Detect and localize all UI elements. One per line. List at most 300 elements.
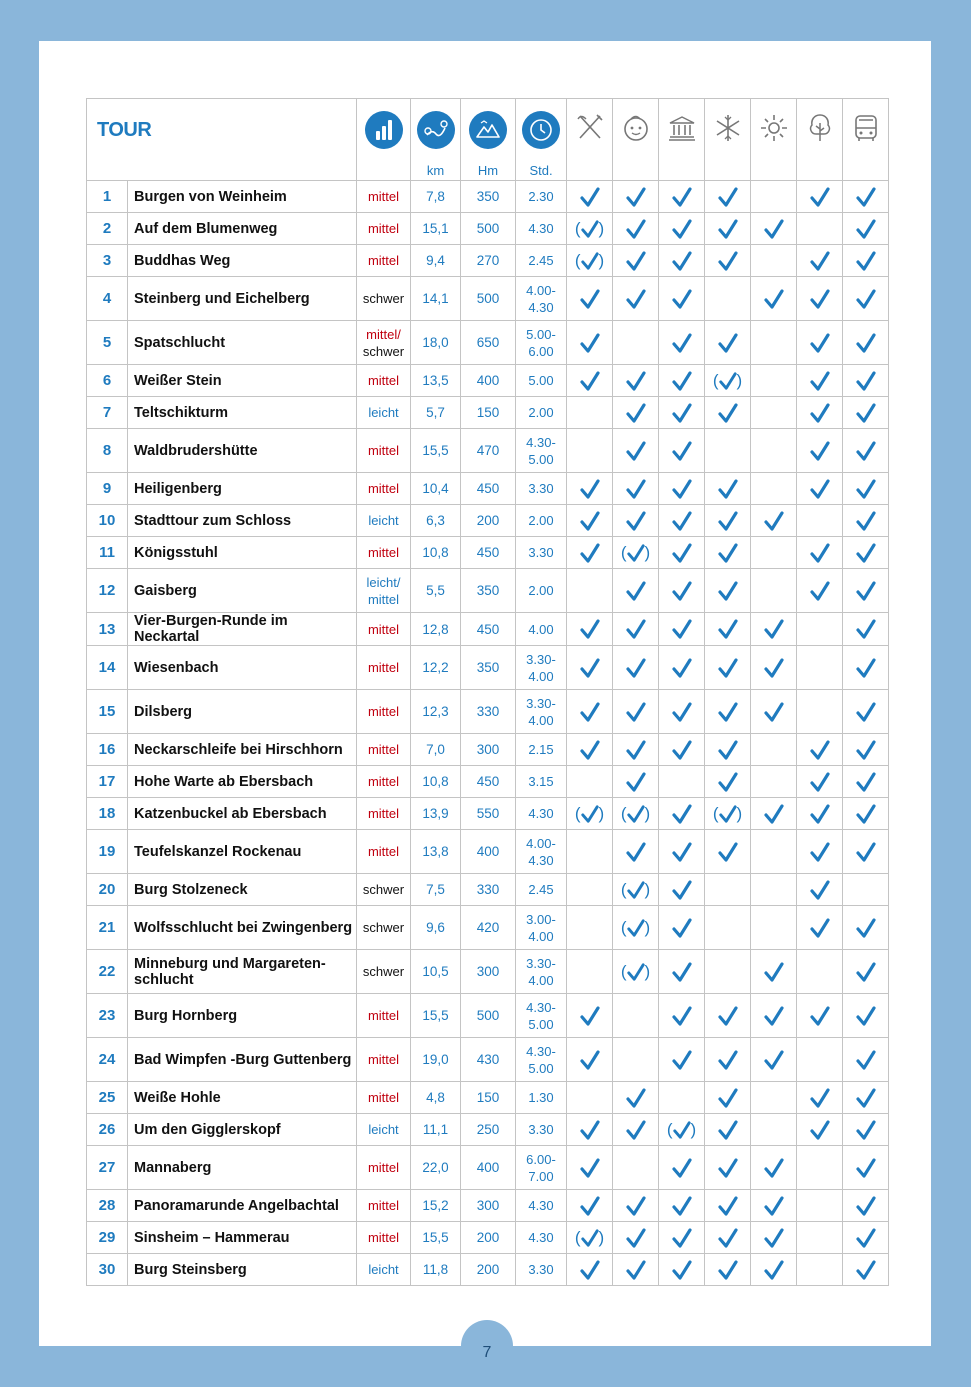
tour-name: Stadttour zum Schloss bbox=[128, 505, 357, 537]
culture-cell bbox=[659, 321, 705, 365]
check-icon bbox=[856, 543, 876, 563]
check-icon bbox=[580, 333, 600, 353]
check-icon bbox=[810, 804, 830, 824]
tour-name bbox=[128, 950, 357, 994]
food-cell bbox=[567, 906, 613, 950]
check-icon bbox=[856, 403, 876, 423]
difficulty-label: mittel bbox=[367, 1008, 400, 1023]
summer-cell bbox=[751, 365, 797, 397]
difficulty-label: mittel bbox=[367, 660, 400, 675]
check-icon bbox=[672, 543, 692, 563]
tour-table bbox=[86, 98, 889, 1286]
transit-cell bbox=[843, 906, 889, 950]
duration-line: 4.00 bbox=[528, 972, 554, 988]
duration-value bbox=[516, 994, 567, 1038]
tour-row bbox=[87, 429, 889, 473]
check-icon bbox=[856, 1120, 876, 1140]
km-value: 12,8 bbox=[411, 613, 461, 646]
kids-cell bbox=[613, 245, 659, 277]
kids-cell bbox=[613, 429, 659, 473]
difficulty-cell bbox=[357, 766, 411, 798]
summer-cell bbox=[751, 505, 797, 537]
hm-value: 330 bbox=[461, 690, 516, 734]
tour-row bbox=[87, 1038, 889, 1082]
winter-cell bbox=[705, 213, 751, 245]
hm-value: 650 bbox=[461, 321, 516, 365]
winter-cell bbox=[705, 613, 751, 646]
duration-value bbox=[516, 365, 567, 397]
hm-value: 400 bbox=[461, 365, 516, 397]
transit-cell bbox=[843, 505, 889, 537]
kids-cell bbox=[613, 397, 659, 429]
tour-number: 21 bbox=[87, 906, 128, 950]
header-row bbox=[87, 99, 889, 181]
nature-cell bbox=[797, 690, 843, 734]
difficulty-cell bbox=[357, 613, 411, 646]
check-icon bbox=[718, 1196, 738, 1216]
tour-number: 27 bbox=[87, 1146, 128, 1190]
km-value: 7,0 bbox=[411, 734, 461, 766]
nature-header bbox=[797, 99, 843, 181]
tour-number: 6 bbox=[87, 365, 128, 397]
difficulty-cell bbox=[357, 397, 411, 429]
hm-value: 300 bbox=[461, 734, 516, 766]
partial-check-icon: ( ) bbox=[712, 370, 743, 390]
difficulty-cell bbox=[357, 1222, 411, 1254]
check-icon bbox=[672, 187, 692, 207]
hm-value: 300 bbox=[461, 950, 516, 994]
summer-cell bbox=[751, 766, 797, 798]
duration-value bbox=[516, 734, 567, 766]
nature-cell bbox=[797, 397, 843, 429]
kids-cell bbox=[613, 277, 659, 321]
summer-cell bbox=[751, 397, 797, 429]
partial-check-icon: ( ) bbox=[620, 803, 651, 823]
page-number: 7 bbox=[461, 1320, 513, 1372]
culture-cell bbox=[659, 874, 705, 906]
difficulty-cell bbox=[357, 950, 411, 994]
summer-cell bbox=[751, 690, 797, 734]
duration-value bbox=[516, 646, 567, 690]
duration-line: 4.00 bbox=[528, 928, 554, 944]
transit-cell bbox=[843, 646, 889, 690]
check-icon bbox=[856, 333, 876, 353]
kids-cell bbox=[613, 181, 659, 213]
tour-row bbox=[87, 473, 889, 505]
check-icon bbox=[856, 619, 876, 639]
check-icon bbox=[626, 658, 646, 678]
check-icon bbox=[856, 187, 876, 207]
check-icon bbox=[718, 658, 738, 678]
difficulty-cell bbox=[357, 874, 411, 906]
check-icon bbox=[672, 658, 692, 678]
child-face-icon bbox=[619, 111, 653, 145]
duration-line: 4.30- bbox=[526, 999, 556, 1015]
winter-cell bbox=[705, 646, 751, 690]
duration-line: 2.45 bbox=[528, 882, 554, 897]
hm-value: 300 bbox=[461, 1190, 516, 1222]
tour-name: Katzenbuckel ab Ebersbach bbox=[128, 798, 357, 830]
check-icon bbox=[626, 441, 646, 461]
summer-cell bbox=[751, 213, 797, 245]
tour-name: Burg Steinsberg bbox=[128, 1254, 357, 1286]
km-value: 15,5 bbox=[411, 429, 461, 473]
difficulty-label: leicht bbox=[368, 513, 399, 528]
km-value: 15,2 bbox=[411, 1190, 461, 1222]
transit-cell bbox=[843, 429, 889, 473]
check-icon bbox=[718, 1120, 738, 1140]
km-value: 7,8 bbox=[411, 181, 461, 213]
sun-icon bbox=[757, 111, 791, 145]
check-icon bbox=[856, 1260, 876, 1280]
km-value: 10,5 bbox=[411, 950, 461, 994]
km-header bbox=[411, 99, 461, 181]
kids-cell bbox=[613, 690, 659, 734]
check-icon bbox=[672, 1196, 692, 1216]
duration-line: 5.00- bbox=[526, 326, 556, 342]
food-cell bbox=[567, 1254, 613, 1286]
transit-cell bbox=[843, 537, 889, 569]
food-cell bbox=[567, 1082, 613, 1114]
kids-cell bbox=[613, 1190, 659, 1222]
transit-cell bbox=[843, 1190, 889, 1222]
transit-cell bbox=[843, 690, 889, 734]
km-value: 18,0 bbox=[411, 321, 461, 365]
transit-cell bbox=[843, 181, 889, 213]
transit-cell bbox=[843, 277, 889, 321]
km-value: 13,9 bbox=[411, 798, 461, 830]
check-icon bbox=[626, 371, 646, 391]
winter-cell bbox=[705, 1222, 751, 1254]
culture-cell bbox=[659, 505, 705, 537]
difficulty-label: mittel bbox=[367, 545, 400, 560]
transit-cell bbox=[843, 1254, 889, 1286]
check-icon bbox=[718, 333, 738, 353]
winter-cell bbox=[705, 950, 751, 994]
kids-cell bbox=[613, 1114, 659, 1146]
transit-cell bbox=[843, 994, 889, 1038]
hm-value: 270 bbox=[461, 245, 516, 277]
tour-row bbox=[87, 537, 889, 569]
nature-cell bbox=[797, 277, 843, 321]
check-icon bbox=[718, 1088, 738, 1108]
kids-cell bbox=[613, 950, 659, 994]
culture-cell bbox=[659, 1038, 705, 1082]
tour-row bbox=[87, 950, 889, 994]
check-icon bbox=[672, 740, 692, 760]
check-icon bbox=[718, 1158, 738, 1178]
duration-line: 2.15 bbox=[528, 742, 554, 757]
hm-value: 200 bbox=[461, 505, 516, 537]
check-icon bbox=[764, 658, 784, 678]
check-icon bbox=[672, 289, 692, 309]
culture-cell bbox=[659, 473, 705, 505]
hm-value: 500 bbox=[461, 994, 516, 1038]
winter-cell bbox=[705, 569, 751, 613]
difficulty-cell bbox=[357, 1190, 411, 1222]
food-header bbox=[567, 99, 613, 181]
food-cell bbox=[567, 277, 613, 321]
nature-cell bbox=[797, 734, 843, 766]
check-icon bbox=[764, 1228, 784, 1248]
duration-line: 4.30- bbox=[526, 1043, 556, 1059]
hm-value: 500 bbox=[461, 277, 516, 321]
nature-cell bbox=[797, 1082, 843, 1114]
hm-value: 550 bbox=[461, 798, 516, 830]
culture-cell bbox=[659, 537, 705, 569]
kids-cell bbox=[613, 321, 659, 365]
tour-row bbox=[87, 365, 889, 397]
check-icon bbox=[672, 804, 692, 824]
food-cell bbox=[567, 1222, 613, 1254]
food-cell bbox=[567, 1038, 613, 1082]
winter-cell bbox=[705, 277, 751, 321]
kids-cell bbox=[613, 1222, 659, 1254]
summer-cell bbox=[751, 734, 797, 766]
tour-number: 30 bbox=[87, 1254, 128, 1286]
check-icon bbox=[856, 371, 876, 391]
duration-line: 4.00 bbox=[528, 712, 554, 728]
duration-line: 3.30 bbox=[528, 545, 554, 560]
duration-value bbox=[516, 690, 567, 734]
duration-line: 4.30 bbox=[528, 806, 554, 821]
check-icon bbox=[672, 1158, 692, 1178]
duration-line: 3.00- bbox=[526, 911, 556, 927]
culture-cell bbox=[659, 365, 705, 397]
transit-cell bbox=[843, 1114, 889, 1146]
difficulty-cell bbox=[357, 1114, 411, 1146]
transit-cell bbox=[843, 213, 889, 245]
difficulty-label: schwer bbox=[362, 920, 405, 935]
tour-row bbox=[87, 1222, 889, 1254]
tour-number: 28 bbox=[87, 1190, 128, 1222]
check-icon bbox=[856, 740, 876, 760]
hm-header bbox=[461, 99, 516, 181]
partial-check-icon: ( ) bbox=[620, 879, 651, 899]
check-icon bbox=[626, 842, 646, 862]
hm-value: 150 bbox=[461, 1082, 516, 1114]
food-cell bbox=[567, 994, 613, 1038]
duration-value bbox=[516, 766, 567, 798]
km-value: 22,0 bbox=[411, 1146, 461, 1190]
duration-value bbox=[516, 397, 567, 429]
transit-cell bbox=[843, 950, 889, 994]
summer-cell bbox=[751, 906, 797, 950]
km-value: 15,5 bbox=[411, 1222, 461, 1254]
difficulty-cell bbox=[357, 537, 411, 569]
hm-value: 400 bbox=[461, 830, 516, 874]
food-cell bbox=[567, 1114, 613, 1146]
difficulty-label: mittel bbox=[367, 704, 400, 719]
culture-cell bbox=[659, 798, 705, 830]
check-icon bbox=[764, 619, 784, 639]
difficulty-cell bbox=[357, 798, 411, 830]
check-icon bbox=[626, 403, 646, 423]
culture-cell bbox=[659, 569, 705, 613]
check-icon bbox=[672, 403, 692, 423]
tour-row bbox=[87, 874, 889, 906]
tour-number: 13 bbox=[87, 613, 128, 646]
tour-number: 15 bbox=[87, 690, 128, 734]
check-icon bbox=[810, 251, 830, 271]
duration-line: 6.00 bbox=[528, 343, 554, 359]
tour-number: 20 bbox=[87, 874, 128, 906]
km-value: 11,1 bbox=[411, 1114, 461, 1146]
partial-check-icon: ( ) bbox=[574, 218, 605, 238]
check-icon bbox=[764, 1260, 784, 1280]
tree-icon bbox=[803, 111, 837, 145]
tour-number: 18 bbox=[87, 798, 128, 830]
tour-name: Burg Stolzeneck bbox=[128, 874, 357, 906]
culture-cell bbox=[659, 181, 705, 213]
duration-line: 4.30 bbox=[528, 852, 554, 868]
check-icon bbox=[856, 1158, 876, 1178]
check-icon bbox=[580, 1006, 600, 1026]
nature-cell bbox=[797, 537, 843, 569]
tour-table-body bbox=[87, 181, 889, 1286]
food-cell bbox=[567, 830, 613, 874]
route-distance-icon bbox=[417, 111, 455, 149]
tour-row bbox=[87, 690, 889, 734]
kids-cell bbox=[613, 569, 659, 613]
partial-check-icon: ( ) bbox=[620, 542, 651, 562]
duration-value bbox=[516, 569, 567, 613]
summer-cell bbox=[751, 429, 797, 473]
check-icon bbox=[810, 842, 830, 862]
culture-cell bbox=[659, 1114, 705, 1146]
check-icon bbox=[764, 1196, 784, 1216]
tour-row bbox=[87, 397, 889, 429]
difficulty-cell bbox=[357, 1254, 411, 1286]
hm-label: Hm bbox=[477, 163, 499, 178]
nature-cell bbox=[797, 1254, 843, 1286]
kids-cell bbox=[613, 365, 659, 397]
check-icon bbox=[764, 1050, 784, 1070]
winter-cell bbox=[705, 994, 751, 1038]
duration-line: 4.30 bbox=[528, 299, 554, 315]
check-icon bbox=[718, 1228, 738, 1248]
check-icon bbox=[672, 479, 692, 499]
difficulty-label: mittel/ bbox=[366, 326, 401, 342]
nature-cell bbox=[797, 213, 843, 245]
culture-cell bbox=[659, 950, 705, 994]
food-cell bbox=[567, 245, 613, 277]
km-value: 13,8 bbox=[411, 830, 461, 874]
difficulty-label: leicht/ bbox=[366, 574, 401, 590]
tour-name: Panoramarunde Angelbachtal bbox=[128, 1190, 357, 1222]
tour-number: 26 bbox=[87, 1114, 128, 1146]
check-icon bbox=[718, 1006, 738, 1026]
nature-cell bbox=[797, 906, 843, 950]
duration-line: 6.00- bbox=[526, 1151, 556, 1167]
hm-value: 350 bbox=[461, 181, 516, 213]
check-icon bbox=[856, 1050, 876, 1070]
transit-cell bbox=[843, 473, 889, 505]
transit-cell bbox=[843, 1146, 889, 1190]
tour-number: 25 bbox=[87, 1082, 128, 1114]
tour-name: Bad Wimpfen -Burg Guttenberg bbox=[128, 1038, 357, 1082]
duration-line: 3.30 bbox=[528, 481, 554, 496]
transit-cell bbox=[843, 830, 889, 874]
tour-name: Wiesenbach bbox=[128, 646, 357, 690]
summer-cell bbox=[751, 473, 797, 505]
winter-cell bbox=[705, 1146, 751, 1190]
duration-line: 4.30- bbox=[526, 434, 556, 450]
kids-cell bbox=[613, 213, 659, 245]
difficulty-label: mittel bbox=[367, 1230, 400, 1245]
tour-row bbox=[87, 1254, 889, 1286]
winter-cell bbox=[705, 734, 751, 766]
food-cell bbox=[567, 613, 613, 646]
transit-cell bbox=[843, 798, 889, 830]
difficulty-bars-icon bbox=[365, 111, 403, 149]
tour-row bbox=[87, 277, 889, 321]
tour-row bbox=[87, 646, 889, 690]
check-icon bbox=[580, 1196, 600, 1216]
winter-cell bbox=[705, 245, 751, 277]
check-icon bbox=[810, 1006, 830, 1026]
check-icon bbox=[672, 842, 692, 862]
duration-value bbox=[516, 1082, 567, 1114]
tour-heading: TOUR bbox=[87, 99, 357, 181]
duration-value bbox=[516, 1146, 567, 1190]
duration-value bbox=[516, 245, 567, 277]
check-icon bbox=[626, 1228, 646, 1248]
nature-cell bbox=[797, 1190, 843, 1222]
duration-value bbox=[516, 830, 567, 874]
nature-cell bbox=[797, 365, 843, 397]
check-icon bbox=[626, 187, 646, 207]
duration-value bbox=[516, 613, 567, 646]
km-value: 5,7 bbox=[411, 397, 461, 429]
check-icon bbox=[810, 918, 830, 938]
transit-cell bbox=[843, 734, 889, 766]
transit-cell bbox=[843, 1222, 889, 1254]
winter-cell bbox=[705, 537, 751, 569]
tour-row bbox=[87, 321, 889, 365]
check-icon bbox=[856, 804, 876, 824]
difficulty-label: leicht bbox=[368, 405, 399, 420]
check-icon bbox=[672, 918, 692, 938]
duration-line: 4.00 bbox=[528, 621, 554, 637]
difficulty-label: mittel bbox=[367, 742, 400, 757]
check-icon bbox=[718, 772, 738, 792]
check-icon bbox=[764, 1006, 784, 1026]
check-icon bbox=[672, 441, 692, 461]
duration-value bbox=[516, 213, 567, 245]
tour-number: 8 bbox=[87, 429, 128, 473]
tour-number: 23 bbox=[87, 994, 128, 1038]
summer-cell bbox=[751, 950, 797, 994]
nature-cell bbox=[797, 874, 843, 906]
check-icon bbox=[626, 740, 646, 760]
culture-cell bbox=[659, 646, 705, 690]
kids-cell bbox=[613, 906, 659, 950]
hm-value: 450 bbox=[461, 473, 516, 505]
winter-cell bbox=[705, 690, 751, 734]
summer-cell bbox=[751, 569, 797, 613]
check-icon bbox=[856, 1088, 876, 1108]
difficulty-cell bbox=[357, 429, 411, 473]
difficulty-label: mittel bbox=[367, 774, 400, 789]
kids-cell bbox=[613, 505, 659, 537]
tour-row bbox=[87, 766, 889, 798]
check-icon bbox=[580, 702, 600, 722]
tour-name: Buddhas Weg bbox=[128, 245, 357, 277]
tour-name: Spatschlucht bbox=[128, 321, 357, 365]
tour-row bbox=[87, 613, 889, 646]
food-cell bbox=[567, 798, 613, 830]
